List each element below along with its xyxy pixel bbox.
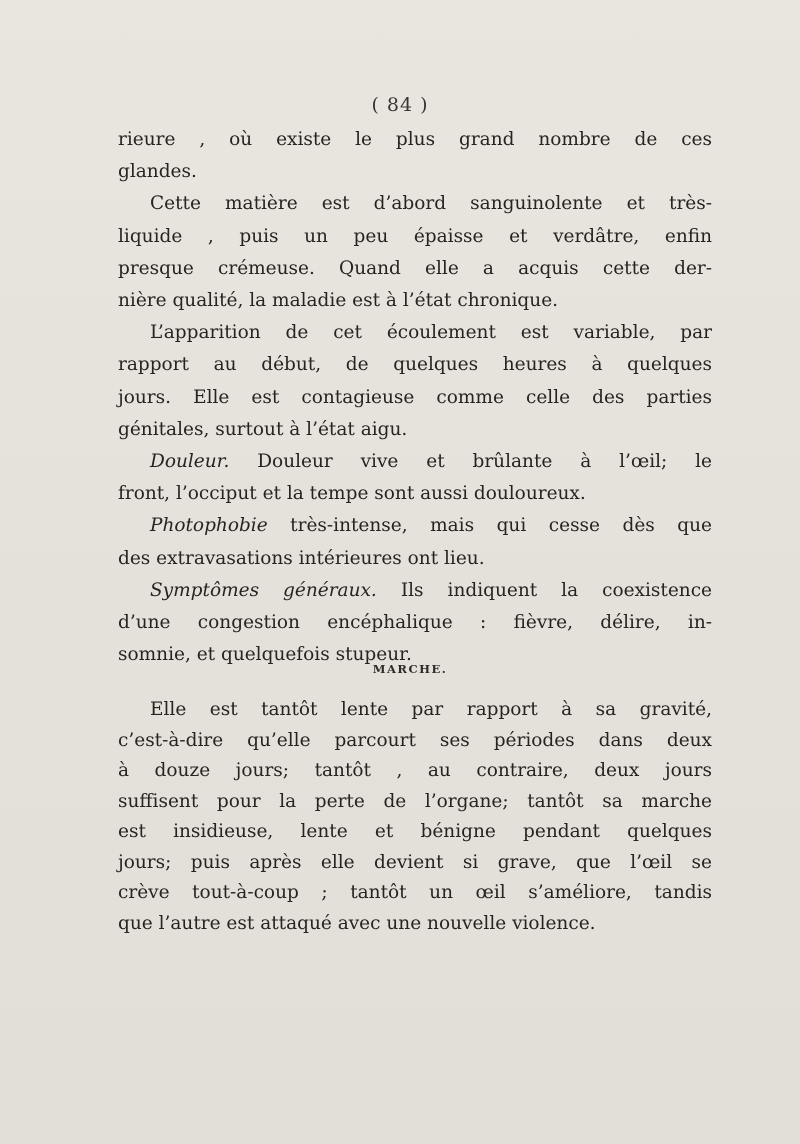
text-run: liquide , puis un peu épaisse et verdâtre, enfin (118, 225, 712, 247)
text-run: L’apparition de cet écoulement est variable, par (150, 322, 712, 344)
page-number: ( 84 ) (371, 94, 429, 116)
text-line (118, 446, 712, 478)
italic-run-in-heading: Photophobie (150, 515, 268, 537)
text-line (118, 124, 712, 156)
text-run: rapport au début, de quelques heures à quelques (118, 354, 712, 376)
text-line (118, 317, 712, 349)
text-line (118, 349, 712, 381)
text-run: jours; puis après elle devient si grave, que l’œil se (118, 851, 712, 873)
text-line (118, 756, 712, 787)
text-line (118, 188, 712, 220)
text-run: rieure , où existe le plus grand nombre de ces (118, 129, 712, 150)
text-line (118, 726, 712, 757)
text-line (118, 909, 712, 940)
text-run: presque crémeuse. Quand elle a acquis cette der- (118, 257, 712, 279)
text-line (118, 848, 712, 879)
text-run: à douze jours; tantôt , au contraire, deux jours (118, 760, 712, 781)
text-run: glandes. (118, 161, 197, 183)
text-block-marche (118, 695, 712, 939)
text-line (118, 285, 712, 317)
text-run: front, l’occiput et la tempe sont aussi douloureux. (118, 483, 586, 505)
italic-run-in-heading: Symptômes généraux. (150, 579, 377, 601)
text-line (118, 787, 712, 818)
text-line (118, 221, 712, 253)
text-run: des extravasations intérieures ont lieu. (118, 547, 485, 569)
text-line (118, 156, 712, 188)
text-run: est insidieuse, lente et bénigne pendant quelques (118, 821, 712, 842)
text-run: Ils indiquent la coexistence (376, 579, 713, 601)
section-heading-marche: MARCHE. (372, 662, 448, 676)
text-line (118, 695, 712, 726)
text-line (118, 607, 712, 639)
text-line (118, 253, 712, 285)
text-run: Elle est tantôt lente par rapport à sa gravité, (150, 699, 712, 720)
text-line (118, 575, 712, 607)
text-line (118, 478, 712, 510)
text-line (118, 878, 712, 909)
text-run: que l’autre est attaqué avec une nouvelle violence. (118, 912, 596, 934)
text-line (118, 817, 712, 848)
text-run: nière qualité, la maladie est à l’état chronique. (118, 290, 559, 312)
text-run: suffisent pour la perte de l’organe; tantôt sa marche (118, 790, 712, 812)
text-run: crève tout-à-coup ; tantôt un œil s’améliore, tandis (118, 882, 712, 903)
text-run: c’est-à-dire qu’elle parcourt ses périodes dans deux (118, 729, 712, 751)
text-run: génitales, surtout à l’état aigu. (118, 418, 408, 440)
text-line (118, 382, 712, 414)
italic-run-in-heading: Douleur. (150, 451, 230, 473)
text-run: très-intense, mais qui cesse dès que (267, 515, 712, 537)
text-block-symptoms (118, 124, 712, 671)
text-run: d’une congestion encéphalique : fièvre, délire, in- (118, 612, 712, 634)
text-run: Douleur vive et brûlante à l’œil; le (229, 451, 712, 473)
text-line (118, 510, 712, 542)
text-run: Cette matière est d’abord sanguinolente et très- (150, 193, 712, 215)
text-run: somnie, et quelquefois stupeur. (118, 644, 412, 666)
text-line (118, 414, 712, 446)
text-run: jours. Elle est contagieuse comme celle des parties (118, 386, 712, 408)
text-line (118, 543, 712, 575)
